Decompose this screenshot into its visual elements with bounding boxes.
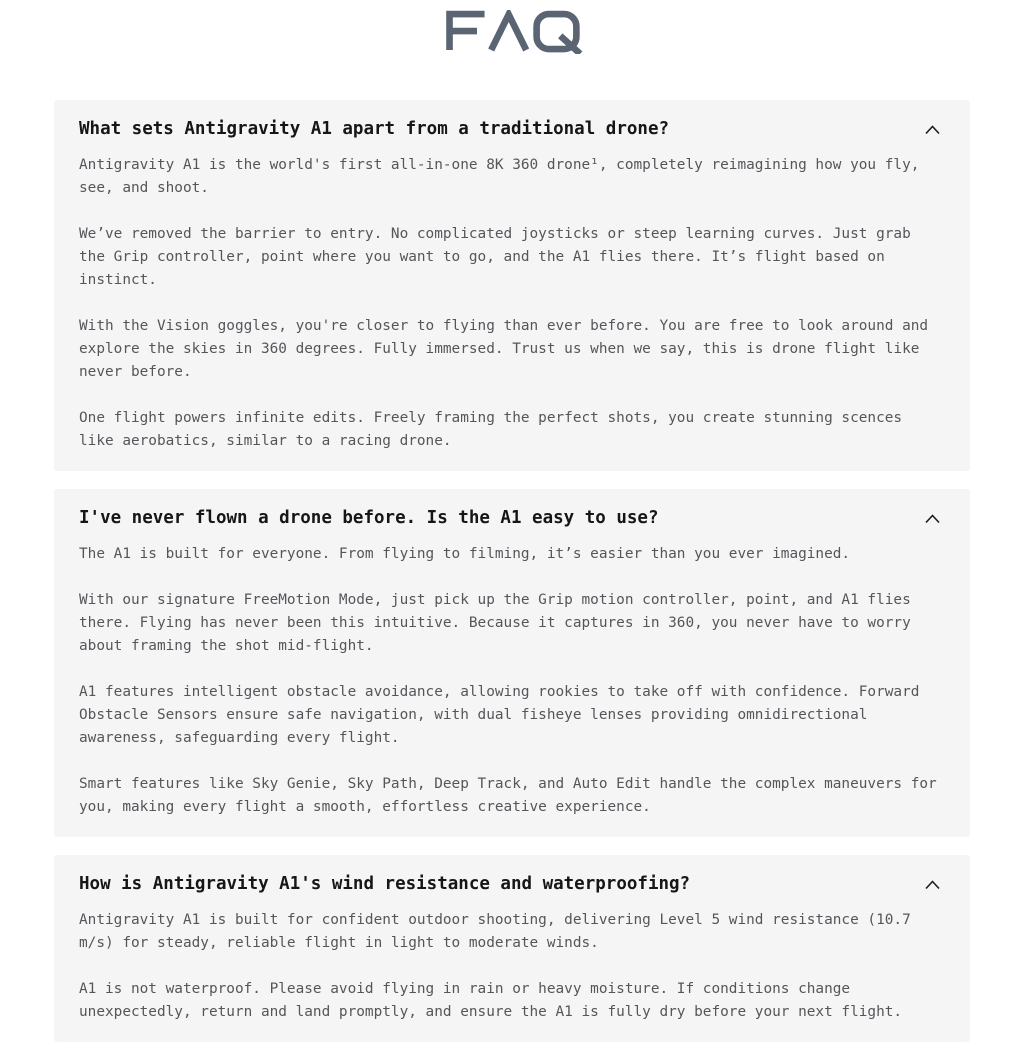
faq-item <box>54 100 970 471</box>
answer-paragraph: Antigravity A1 is the world's first all-in-one 8K 360 drone¹, completely reimagining how you fly, see, and shoot. <box>79 157 920 196</box>
answer-paragraph: Antigravity A1 is built for confident outdoor shooting, delivering Level 5 wind resistance (10.7 m/s) for steady, reliable flight in light to moderate winds. <box>79 912 911 951</box>
faq-item <box>54 489 970 837</box>
faq-answer <box>79 909 945 1024</box>
answer-paragraph: A1 features intelligent obstacle avoidance, allowing rookies to take off with confidence. Forward Obstacle Sensors ensure safe navigation, with dual fisheye lenses providing omnidirectional awareness, safeguarding every flight. <box>79 684 920 746</box>
faq-question-row[interactable] <box>79 505 945 531</box>
chevron-up-icon[interactable] <box>924 513 941 524</box>
answer-paragraph: One flight powers infinite edits. Freely framing the perfect shots, you create stunning scences like aerobatics, similar to a racing drone. <box>79 410 903 449</box>
page-header <box>0 0 1024 54</box>
chevron-up-icon[interactable] <box>924 124 941 135</box>
answer-paragraph: With our signature FreeMotion Mode, just pick up the Grip motion controller, point, and A1 flies there. Flying has never been this intuitive. Because it captures in 360, you never have to worry about framing the shot mid-flight. <box>79 592 911 654</box>
chevron-up-icon[interactable] <box>924 879 941 890</box>
faq-answer <box>79 543 945 819</box>
faq-list <box>54 100 970 1042</box>
answer-paragraph: With the Vision goggles, you're closer to flying than ever before. You are free to look around and explore the skies in 360 degrees. Fully immersed. Trust us when we say, this is drone flight like never before. <box>79 318 929 380</box>
faq-item <box>54 855 970 1042</box>
faq-question-text: How is Antigravity A1's wind resistance and waterproofing? <box>79 874 691 894</box>
faq-question-text: I've never flown a drone before. Is the A1 easy to use? <box>79 508 659 528</box>
answer-paragraph: A1 is not waterproof. Please avoid flying in rain or heavy moisture. If conditions change unexpectedly, return and land promptly, and ensure the A1 is fully dry before your next flight. <box>79 981 903 1020</box>
answer-paragraph: The A1 is built for everyone. From flying to filming, it’s easier than you ever imagined. <box>79 546 851 562</box>
faq-question-text: What sets Antigravity A1 apart from a traditional drone? <box>79 119 670 139</box>
answer-paragraph: Smart features like Sky Genie, Sky Path, Deep Track, and Auto Edit handle the complex maneuvers for you, making every flight a smooth, effortless creative experience. <box>79 776 937 815</box>
logo-letter-a <box>491 14 526 50</box>
faq-question-row[interactable] <box>79 116 945 142</box>
faq-answer <box>79 154 945 453</box>
faq-question-row[interactable] <box>79 871 945 897</box>
answer-paragraph: We’ve removed the barrier to entry. No complicated joysticks or steep learning curves. Just grab the Grip controller, point where you want to go, and the A1 flies there. It’s flight based on instinct. <box>79 226 911 288</box>
faq-logo <box>441 10 583 54</box>
